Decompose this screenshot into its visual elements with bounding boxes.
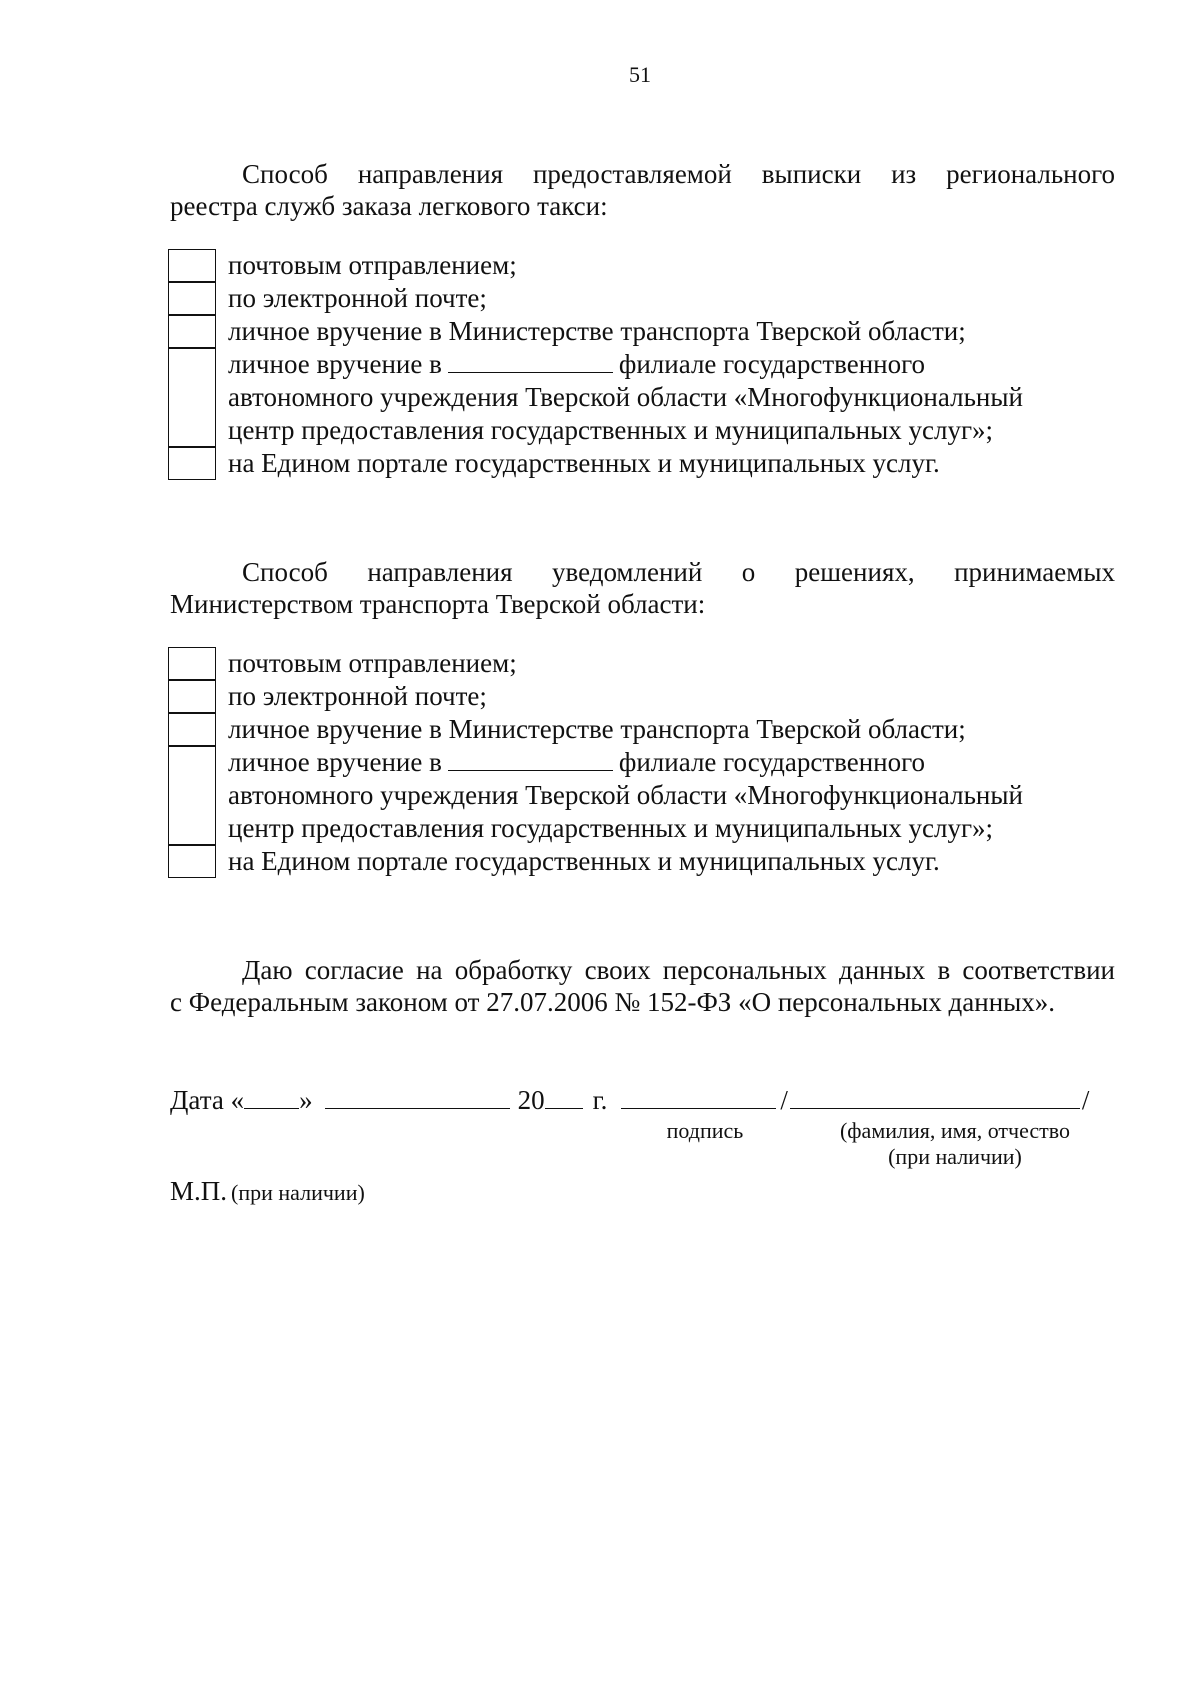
checkbox-ministry[interactable]: [168, 315, 216, 348]
option-label-cont: автономного учреждения Тверской области «Многофункциональный: [228, 780, 1023, 810]
stamp-place: [170, 1176, 365, 1207]
option-label: на Едином портале государственных и муниципальных услуг.: [228, 448, 940, 478]
extract-option-ministry[interactable]: [168, 315, 1128, 348]
slash-separator: /: [1081, 1085, 1090, 1115]
option-label: [228, 746, 1128, 779]
slash-separator: /: [780, 1085, 788, 1115]
extract-option-portal[interactable]: [168, 447, 1128, 480]
extract-option-post[interactable]: [168, 249, 1128, 282]
extract-option-email[interactable]: [168, 282, 1128, 315]
consent-line1: Даю согласие на обработку своих персональных данных в соответствии: [242, 955, 1115, 985]
date-label: Дата «: [170, 1085, 245, 1115]
option-label-part: филиале государственного: [618, 747, 926, 777]
checkbox-email[interactable]: [168, 282, 216, 315]
signature-row: [170, 1084, 1130, 1116]
consent-paragraph: [170, 954, 1115, 1018]
notification-method-intro: [170, 556, 1115, 620]
option-label-part: личное вручение в: [228, 747, 442, 777]
notification-method-intro-line2: Министерством транспорта Тверской области:: [170, 589, 706, 619]
option-label-cont: центр предоставления государственных и муниципальных услуг»;: [228, 813, 994, 843]
fio-caption-line1: (фамилия, имя, отчество: [839, 1118, 1071, 1143]
extract-method-options: [168, 249, 1128, 480]
notify-option-post[interactable]: [168, 647, 1128, 680]
option-label: почтовым отправлением;: [228, 648, 517, 678]
option-label: личное вручение в Министерстве транспорта Тверской области;: [228, 316, 966, 346]
checkbox-post[interactable]: [168, 647, 216, 680]
checkbox-mfc[interactable]: [168, 746, 216, 845]
option-label: по электронной почте;: [228, 681, 487, 711]
option-label: личное вручение в Министерстве транспорта Тверской области;: [228, 714, 966, 744]
fio-caption-line2: (при наличии): [888, 1144, 1022, 1169]
notify-option-ministry[interactable]: [168, 713, 1128, 746]
notification-method-intro-line1: Способ направления уведомлений о решениях, принимаемых: [242, 557, 1115, 587]
checkbox-ministry[interactable]: [168, 713, 216, 746]
stamp-note: (при наличии): [231, 1180, 365, 1205]
notify-option-email[interactable]: [168, 680, 1128, 713]
option-label: на Едином портале государственных и муниципальных услуг.: [228, 846, 940, 876]
extract-option-mfc[interactable]: [168, 348, 1128, 447]
extract-method-intro-line2: реестра служб заказа легкового такси:: [170, 191, 608, 221]
date-month-blank[interactable]: [325, 1084, 510, 1109]
option-label-part: личное вручение в: [228, 349, 442, 379]
option-label: [228, 348, 1128, 381]
option-label-cont: центр предоставления государственных и муниципальных услуг»;: [228, 415, 994, 445]
date-day-blank[interactable]: [244, 1084, 299, 1109]
checkbox-email[interactable]: [168, 680, 216, 713]
signature-blank[interactable]: [621, 1084, 776, 1109]
option-label: почтовым отправлением;: [228, 250, 517, 280]
notify-option-portal[interactable]: [168, 845, 1128, 878]
signature-caption: подпись: [666, 1118, 744, 1143]
date-close-quote: »: [299, 1085, 313, 1115]
option-label-cont: автономного учреждения Тверской области «Многофункциональный: [228, 382, 1023, 412]
page-number: 51: [629, 62, 651, 87]
fio-blank[interactable]: [790, 1084, 1080, 1109]
fio-caption: [805, 1118, 1105, 1170]
year-suffix: г.: [592, 1085, 608, 1115]
extract-method-intro-line1: Способ направления предоставляемой выписки из регионального: [242, 159, 1115, 189]
notification-method-options: [168, 647, 1128, 878]
consent-line2: с Федеральным законом от 27.07.2006 № 152-ФЗ «О персональных данных».: [170, 987, 1056, 1017]
notify-option-mfc[interactable]: [168, 746, 1128, 845]
extract-method-intro: [170, 158, 1115, 222]
option-label-part: филиале государственного: [618, 349, 926, 379]
year-prefix: 20: [517, 1085, 545, 1115]
checkbox-portal[interactable]: [168, 845, 216, 878]
date-year-blank[interactable]: [545, 1084, 583, 1109]
checkbox-portal[interactable]: [168, 447, 216, 480]
branch-blank-line[interactable]: [448, 746, 613, 771]
option-label: по электронной почте;: [228, 283, 487, 313]
checkbox-mfc[interactable]: [168, 348, 216, 447]
stamp-label: М.П.: [170, 1176, 228, 1206]
branch-blank-line[interactable]: [448, 348, 613, 373]
checkbox-post[interactable]: [168, 249, 216, 282]
